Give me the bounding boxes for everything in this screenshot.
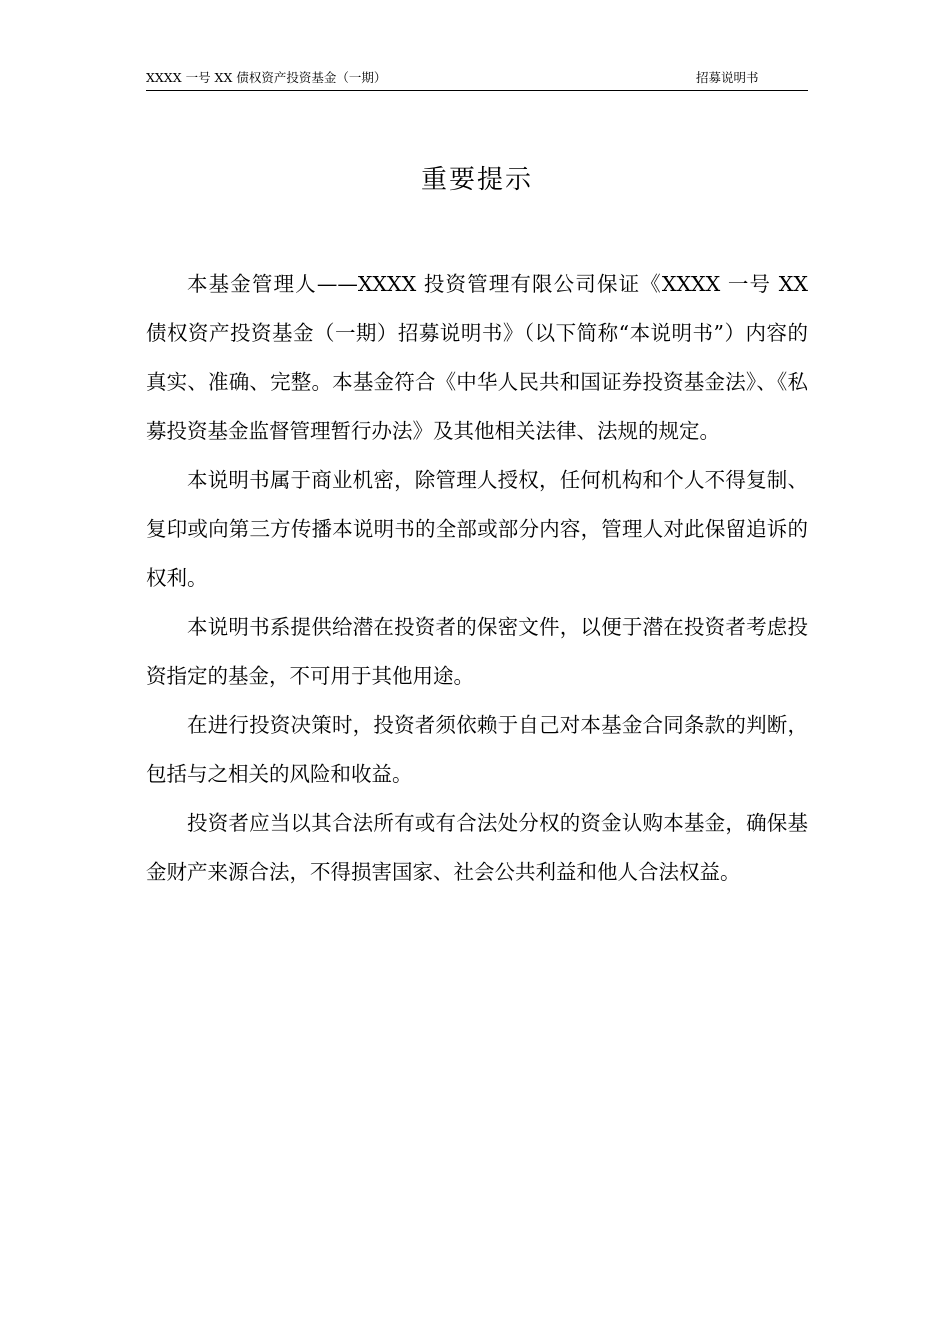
paragraph-funds-source: 投资者应当以其合法所有或有合法处分权的资金认购本基金，确保基金财产来源合法，不得损害国家、社会公共利益和他人合法权益。 [146, 811, 808, 884]
running-header [146, 70, 808, 91]
paragraph-decision: 在进行投资决策时，投资者须依赖于自己对本基金合同条款的判断，包括与之相关的风险和收益。 [146, 713, 808, 786]
header-doc-type: 招募说明书 [696, 70, 759, 85]
paragraph-guarantee: 本基金管理人——XXXX 投资管理有限公司保证《XXXX 一号 XX 债权资产投资基金（一期）招募说明书》（以下简称“本说明书”）内容的真实、准确、完整。本基金符合《中华人民共和国证券投资基金法》、《私募投资基金监督管理暂行办法》及其他相关法律、法规的规定。 [146, 272, 808, 443]
page-title: 重要提示 [420, 165, 533, 195]
paragraph-confidentiality: 本说明书属于商业机密，除管理人授权，任何机构和个人不得复制、复印或向第三方传播本说明书的全部或部分内容，管理人对此保留追诉的权利。 [146, 468, 808, 590]
paragraph-usage: 本说明书系提供给潜在投资者的保密文件，以便于潜在投资者考虑投资指定的基金，不可用于其他用途。 [146, 615, 808, 688]
header-fund-name: XXXX 一号 XX 债权资产投资基金（一期） [146, 70, 387, 85]
document-body [146, 260, 808, 897]
